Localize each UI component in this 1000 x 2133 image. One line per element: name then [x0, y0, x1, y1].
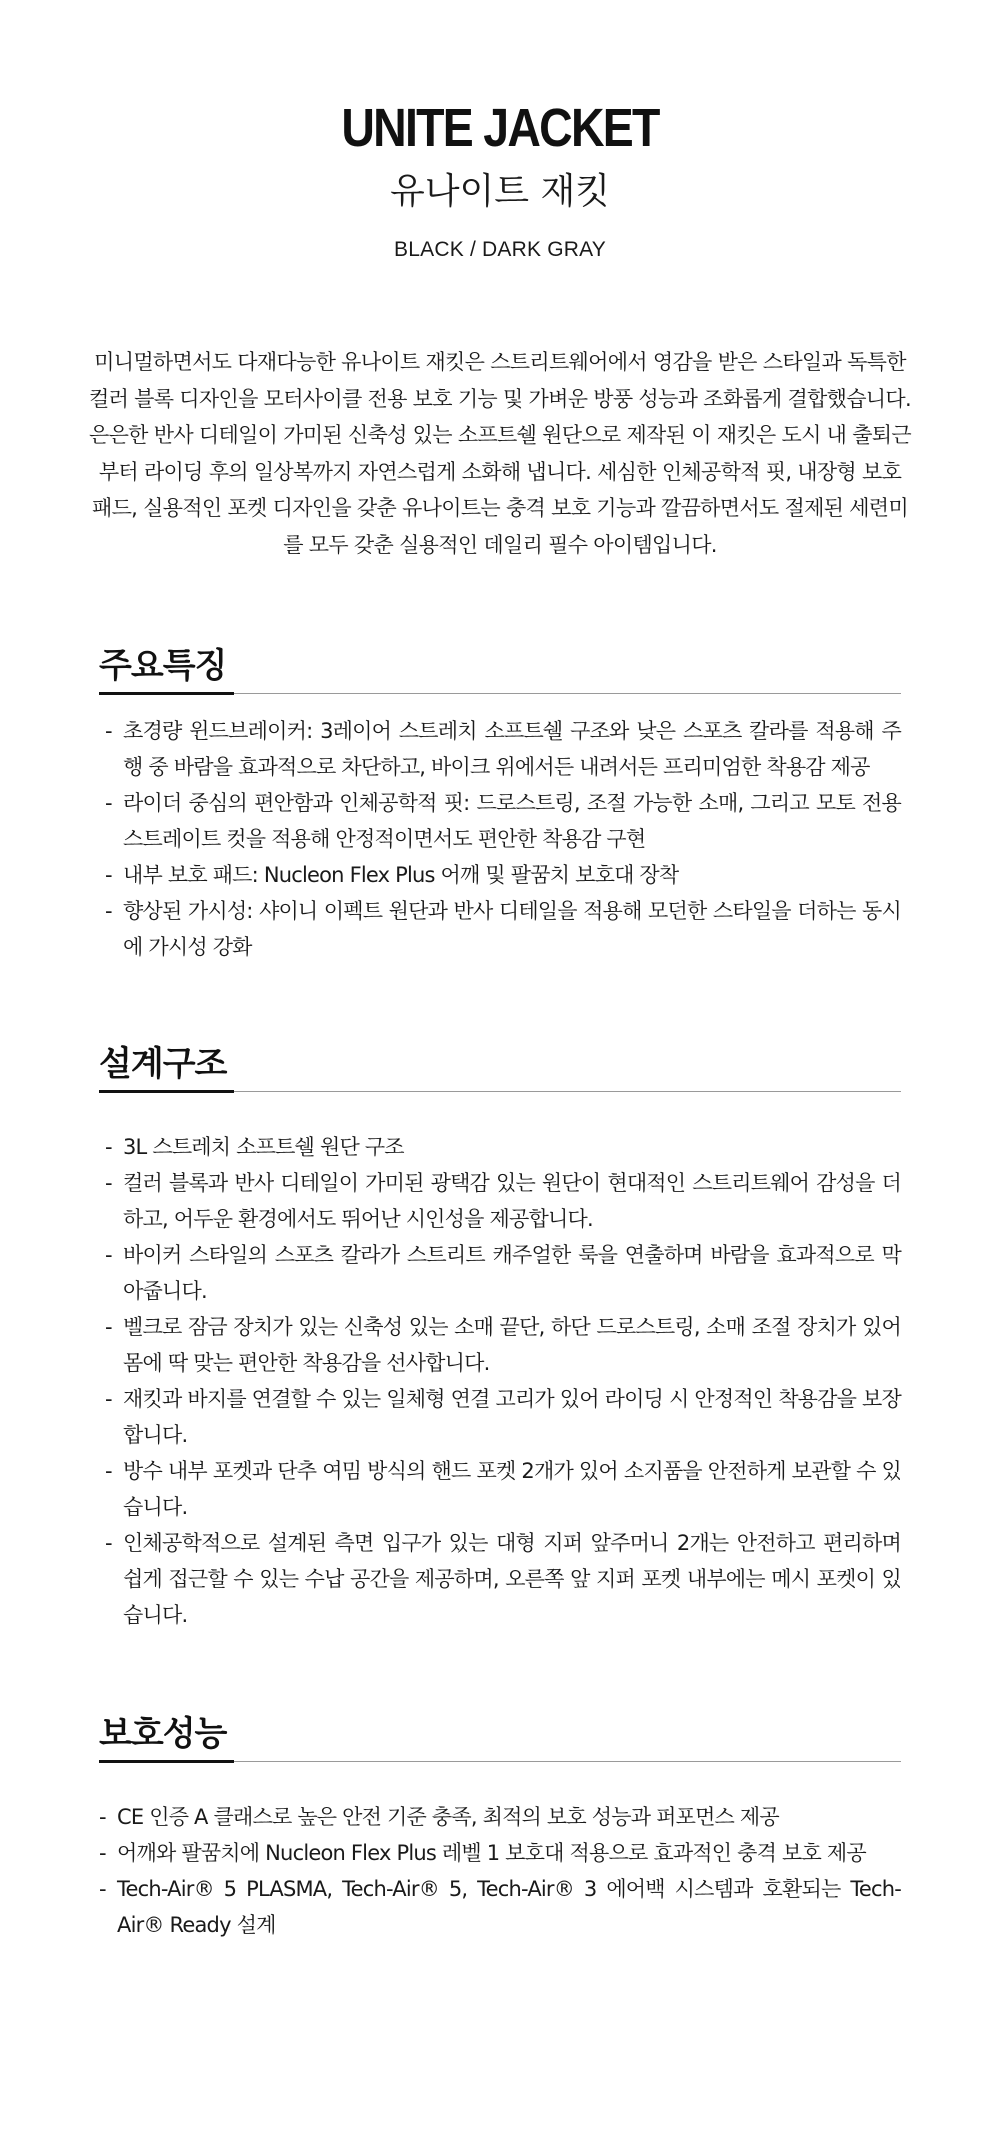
bullet-dash: - [105, 1459, 112, 1483]
list-item-text: 어깨와 팔꿈치에 Nucleon Flex Plus 레벨 1 보호대 적용으로 효과적인 충격 보호 제공 [117, 1841, 866, 1865]
list-item [99, 785, 901, 857]
bullet-dash: - [105, 1135, 112, 1159]
list-item-text: 3L 스트레치 소프트쉘 원단 구조 [123, 1135, 404, 1159]
section-title-underline [99, 1760, 234, 1763]
bullet-dash: - [105, 791, 112, 815]
list-item-text: 방수 내부 포켓과 단추 여밈 방식의 핸드 포켓 2개가 있어 소지품을 안전하게 보관할 수 있습니다. [123, 1459, 901, 1519]
section-header [99, 1713, 901, 1763]
list-item-text: Tech-Air® 5 PLASMA, Tech-Air® 5, Tech-Air® 3 에어백 시스템과 호환되는 Tech-Air® Ready 설계 [117, 1877, 901, 1937]
list-item [99, 1835, 901, 1871]
section-title-underline [99, 1090, 234, 1093]
list-item [99, 1453, 901, 1525]
list-item-text: 초경량 윈드브레이커: 3레이어 스트레치 소프트쉘 구조와 낮은 스포츠 칼라를 적용해 주행 중 바람을 효과적으로 차단하고, 바이크 위에서든 내려서든 프리미엄한 착용감 제공 [123, 719, 901, 779]
list-item [99, 1381, 901, 1453]
list-item-text: CE 인증 A 클래스로 높은 안전 기준 충족, 최적의 보호 성능과 퍼포먼스 제공 [117, 1805, 779, 1829]
section-title-underline [99, 692, 234, 695]
list-item [99, 893, 901, 965]
product-intro: 미니멀하면서도 다재다능한 유나이트 재킷은 스트리트웨어에서 영감을 받은 스타일과 독특한 컬러 블록 디자인을 모터사이클 전용 보호 기능 및 가벼운 방풍 성능과 조화롭게 결합했습니다. 은은한 반사 디테일이 가미된 신축성 있는 소프트쉘 원단으로 제작된 이 재킷은 도시 내 출퇴근부터 라이딩 후의 일상복까지 자연스럽게 소화해 냅니다. 세심한 인체공학적 핏, 내장형 보호 패드, 실용적인 포켓 디자인을 갖춘 유나이트는 충격 보호 기능과 깔끔하면서도 절제된 세련미를 모두 갖춘 실용적인 데일리 필수 아이템입니다. [89, 350, 911, 557]
section-title-protection: 보호성능 [99, 1714, 227, 1754]
section-header [99, 1043, 901, 1093]
list-item [99, 857, 901, 893]
bullet-dash: - [99, 1805, 106, 1829]
list-item-text: 향상된 가시성: 샤이니 이펙트 원단과 반사 디테일을 적용해 모던한 스타일을 더하는 동시에 가시성 강화 [123, 899, 901, 959]
list-item [99, 1309, 901, 1381]
product-title-en: UNITE JACKET [341, 98, 659, 158]
list-item-text: 라이더 중심의 편안함과 인체공학적 핏: 드로스트링, 조절 가능한 소매, 그리고 모토 전용 스트레이트 컷을 적용해 안정적이면서도 편안한 착용감 구현 [123, 791, 901, 851]
list-item [99, 1525, 901, 1633]
list-item [99, 1129, 901, 1165]
list-item-text: 재킷과 바지를 연결할 수 있는 일체형 연결 고리가 있어 라이딩 시 안정적인 착용감을 보장합니다. [123, 1387, 901, 1447]
list-item-text: 컬러 블록과 반사 디테일이 가미된 광택감 있는 원단이 현대적인 스트리트웨어 감성을 더하고, 어두운 환경에서도 뛰어난 시인성을 제공합니다. [123, 1171, 901, 1231]
product-color: BLACK / DARK GRAY [394, 238, 606, 261]
section-title-design: 설계구조 [99, 1044, 227, 1084]
features-list [99, 713, 901, 965]
bullet-dash: - [105, 719, 112, 743]
list-item [99, 713, 901, 785]
list-item-text: 인체공학적으로 설계된 측면 입구가 있는 대형 지퍼 앞주머니 2개는 안전하고 편리하며 쉽게 접근할 수 있는 수납 공간을 제공하며, 오른쪽 앞 지퍼 포켓 내부에는 메시 포켓이 있습니다. [123, 1531, 901, 1627]
list-item [99, 1237, 901, 1309]
list-item [99, 1165, 901, 1237]
list-item [99, 1871, 901, 1943]
bullet-dash: - [105, 1387, 112, 1411]
list-item-text: 바이커 스타일의 스포츠 칼라가 스트리트 캐주얼한 룩을 연출하며 바람을 효과적으로 막아줍니다. [123, 1243, 901, 1303]
bullet-dash: - [99, 1877, 106, 1901]
bullet-dash: - [105, 1171, 112, 1195]
product-header [0, 0, 1000, 264]
product-title-ko: 유나이트 재킷 [389, 171, 611, 212]
section-protection [99, 1713, 901, 1943]
list-item-text: 내부 보호 패드: Nucleon Flex Plus 어깨 및 팔꿈치 보호대 장착 [123, 863, 679, 887]
bullet-dash: - [99, 1841, 106, 1865]
bullet-dash: - [105, 1243, 112, 1267]
list-item-text: 벨크로 잠금 장치가 있는 신축성 있는 소매 끝단, 하단 드로스트링, 소매 조절 장치가 있어 몸에 딱 맞는 편안한 착용감을 선사합니다. [123, 1315, 901, 1375]
section-features [99, 645, 901, 965]
bullet-dash: - [105, 1315, 112, 1339]
section-header [99, 645, 901, 695]
section-title-features: 주요특징 [99, 646, 227, 686]
bullet-dash: - [105, 899, 112, 923]
list-item [99, 1799, 901, 1835]
design-list [99, 1129, 901, 1633]
bullet-dash: - [105, 1531, 112, 1555]
protection-list [99, 1799, 901, 1943]
section-design [99, 1043, 901, 1633]
bullet-dash: - [105, 863, 112, 887]
